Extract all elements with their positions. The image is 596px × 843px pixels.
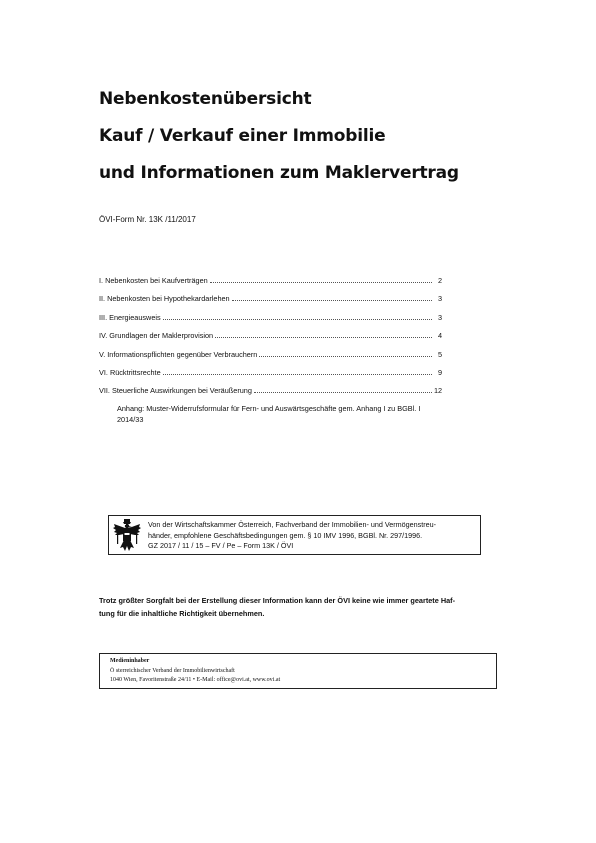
document-subtitle: Kauf / Verkauf einer Immobilie [99,126,386,146]
toc-entry-label: VI. Rücktrittsrechte [99,367,161,377]
toc-entry-label: I. Nebenkosten bei Kaufverträgen [99,276,208,285]
recommendation-box [108,515,481,555]
toc-entry[interactable] [99,350,442,368]
toc-entry-label: II. Nebenkosten bei Hypothekardarlehen [99,294,230,304]
toc-leader-dots [210,276,432,283]
toc-entry-page: 2 [437,276,442,285]
toc-entry-label: VII. Steuerliche Auswirkungen bei Veräußerung [99,386,252,396]
toc-leader-dots [163,368,432,375]
toc-leader-dots [232,294,432,301]
toc-entry-page: 4 [437,331,442,341]
toc-entry[interactable] [99,276,442,294]
toc-entry-page: 9 [437,367,442,377]
imprint-box [99,653,497,689]
toc-entry[interactable] [99,294,442,312]
toc-leader-dots [254,386,432,393]
imprint-publisher: Ö sterreichischer Verband der Immobilienwirtschaft [110,667,235,674]
toc-entry[interactable] [99,331,442,349]
disclaimer [99,594,499,620]
imprint-heading: Medieninhaber [110,658,150,664]
toc-entry[interactable] [99,368,442,386]
toc-entry-label: IV. Grundlagen der Maklerprovision [99,331,214,341]
toc-entry-page: 5 [437,349,442,359]
toc-entry-page: 12 [434,386,443,396]
toc-annex: Anhang: Muster-Widerrufsformular für Fern- und Auswärtsgeschäfte gem. Anhang I zu BGBl. I 2014/33 [117,403,421,424]
recommendation-line: GZ 2017 / 11 / 15 – FV / Pe – Form 13K / ÖVI [148,541,294,551]
recommendation-text [148,520,483,552]
recommendation-line: Von der Wirtschaftskammer Österreich, Fachverband der Immobilien- und Vermögenstreu- [148,520,437,529]
imprint-contact: 1040 Wien, Favoritenstraße 24/11 • E-Mail: office@ovi.at, www.ovi.at [110,677,281,683]
recommendation-line: händer, empfohlene Geschäftsbedingungen gem. § 10 IMV 1996, BGBl. Nr. 297/1996. [148,530,423,540]
toc-entry-label: III. Energieausweis [99,312,161,322]
imprint-text [110,657,280,686]
toc-entry[interactable] [99,313,442,331]
document-subtitle-2: und Informationen zum Maklervertrag [99,163,459,183]
toc-leader-dots [163,313,432,320]
form-number: ÖVI-Form Nr. 13K /11/2017 [99,215,196,224]
toc-entry-page: 3 [437,294,442,304]
toc-leader-dots [215,331,432,338]
table-of-contents [99,276,442,425]
austrian-eagle-icon [113,518,141,554]
disclaimer-line: tung für die inhaltliche Richtigkeit übernehmen. [99,609,265,618]
toc-entry-page: 3 [437,312,442,322]
document-title: Nebenkostenübersicht [99,89,312,109]
disclaimer-line: Trotz größter Sorgfalt bei der Erstellung dieser Information kann der ÖVI keine wie immer geartete Haf- [99,596,456,605]
toc-entry-label: V. Informationspflichten gegenüber Verbrauchern [99,349,258,359]
toc-leader-dots [259,350,432,357]
